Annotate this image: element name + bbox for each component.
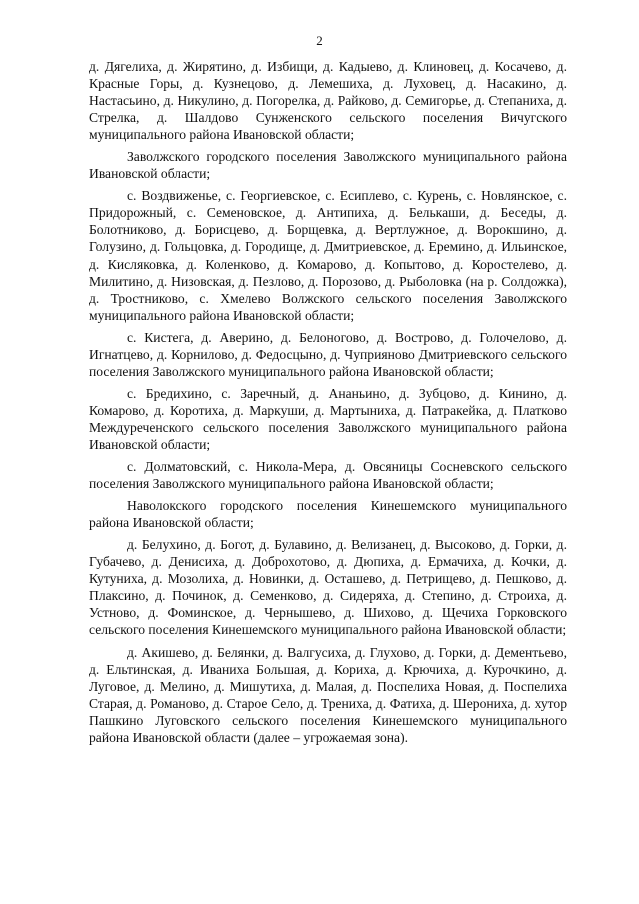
paragraph-zavolzhskoe-town: Заволжского городского поселения Заволжского муниципального района Ивановской области; (89, 149, 567, 182)
document-body (89, 58, 567, 746)
paragraph-sosnevskoe-settlements: с. Долматовский, с. Никола-Мера, д. Овсяницы Сосневского сельского поселения Заволжского муниципального района Ивановской области; (89, 459, 567, 492)
paragraph-volzhskoe-settlements: с. Воздвиженье, с. Георгиевское, с. Есиплево, с. Курень, с. Новлянское, с. Придорожный, с. Семеновское, д. Антипиха, д. Белькаши, д. Беседы, д. Болотниково, д. Борисцево, д. Борщевка, д. Вертлужное, д. Ворокшино, д. Голузино, д. Гольцовка, д. Городище, д. Дмитриевское, д. Еремино, д. Ильинское, д. Кисляковка, д. Коленково, д. Комарово, д. Копытово, д. Коростелево, д. Милитино, д. Низовская, д. Пезлово, д. Порозово, д. Рыболовка (на р. Солдожка), д. Тростниково, с. Хмелево Волжского сельского поселения Заволжского муниципального района Ивановской области; (89, 188, 567, 323)
paragraph-sunzhenskoe-settlements: д. Дягелиха, д. Жирятино, д. Избищи, д. Кадыево, д. Клиновец, д. Косачево, д. Красные Горы, д. Кузнецово, д. Лемешиха, д. Луховец, д. Насакино, д. Настасьино, д. Никулино, д. Погорелка, д. Райково, д. Семигорье, д. Степаниха, д. Стрелка, д. Шалдово Сунженского сельского поселения Вичугского муниципального района Ивановской области; (89, 59, 567, 143)
paragraph-mezhdurechenskoe-settlements: с. Бредихино, с. Заречный, д. Ананьино, д. Зубцово, д. Кинино, д. Комарово, д. Коротиха, д. Маркуши, д. Мартыниха, д. Патракейка, д. Платково Междуреченского сельского поселения Заволжского муниципального района Ивановской области; (89, 385, 567, 452)
paragraph-lugovskoe-settlements: д. Акишево, д. Белянки, д. Валгусиха, д. Глухово, д. Горки, д. Дементьево, д. Ельтинская, д. Иваниха Большая, д. Кориха, д. Крючиха, д. Курочкино, д. Луговое, д. Мелино, д. Мишутиха, д. Малая, д. Поспелиха Новая, д. Поспелиха Старая, д. Романово, д. Старое Село, д. Трениха, д. Фатиха, д. Шерониха, д. хутор Пашкино Луговского сельского поселения Кинешемского муниципального района Ивановской области (далее – угрожаемая зона). (89, 644, 567, 745)
page-number: 2 (316, 33, 323, 48)
paragraph-gorkovskoe-settlements: д. Белухино, д. Богот, д. Булавино, д. Велизанец, д. Высоково, д. Горки, д. Губачево, д. Денисиха, д. Доброхотово, д. Дюпиха, д. Ермачиха, д. Кочки, д. Кутуниха, д. Мозолиха, д. Новинки, д. Осташево, д. Петрищево, д. Пешково, д. Плаксино, д. Починок, д. Семенково, д. Сидеряха, д. Степино, д. Строиха, д. Устново, д. Фоминское, д. Чернышево, д. Шихово, д. Щечиха Горковского сельского поселения Кинешемского муниципального района Ивановской области; (89, 537, 567, 638)
paragraph-dmitrievskoe-settlements: с. Кистега, д. Аверино, д. Белоногово, д. Вострово, д. Голочелово, д. Игнатцево, д. Корнилово, д. Федосцыно, д. Чуприяново Дмитриевского сельского поселения Заволжского муниципального района Ивановской области; (89, 329, 567, 379)
paragraph-navolokskoe-town: Наволокского городского поселения Кинешемского муниципального района Ивановской области; (89, 498, 567, 531)
